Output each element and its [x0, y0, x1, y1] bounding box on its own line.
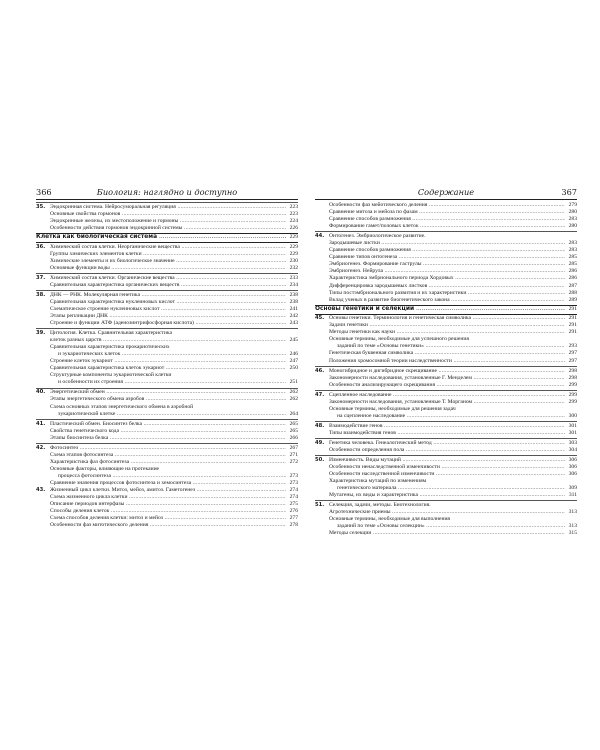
- entry-page-number: 262: [286, 396, 298, 403]
- entry-page-number: 285: [565, 261, 577, 268]
- entry-page-number: 297: [565, 350, 577, 357]
- entry-title: Фотосинтез .....: [50, 445, 286, 452]
- subentry: [315, 492, 577, 499]
- subentry: [315, 202, 577, 209]
- entry-title: Сравнительная характеристика прокариотических: [50, 344, 170, 351]
- chapter-entry: [36, 292, 298, 299]
- entry-page-number: 271: [286, 452, 298, 459]
- subentry: [36, 306, 298, 313]
- entry-page-number: 238: [286, 292, 298, 299]
- entry-title: Сравнительная характеристика органических веществ .....: [50, 282, 286, 289]
- subentry: [36, 473, 298, 480]
- entry-page-number: 265: [286, 421, 298, 428]
- section-title: Основы генетики и селекции .....: [315, 306, 565, 314]
- entry-page-number: 286: [565, 268, 577, 275]
- entry-page-number: 306: [565, 464, 577, 471]
- entry-title: Генетическая буквенная символика .....: [329, 350, 565, 357]
- entry-title: Особенности фаз митотического деления .....: [50, 522, 286, 529]
- entry-title: Мутагены, их виды и характеристика .....: [329, 492, 565, 499]
- chapter-number: 42.: [36, 444, 46, 451]
- subentry: [315, 516, 577, 523]
- subentry: [36, 459, 298, 466]
- entry-title: Характеристика эмбрионального периода Хордовых .....: [329, 275, 565, 282]
- chapter-entry: [315, 392, 577, 399]
- entry-title: и особенности их строения .....: [58, 379, 286, 386]
- entry-page-number: 224: [286, 218, 298, 225]
- chapter-number: 43.: [36, 486, 46, 493]
- entry-title: Закономерности наследования, установленные Г. Менделем .....: [329, 375, 565, 382]
- entry-title: Особенности определения пола .....: [329, 447, 565, 454]
- entry-page-number: 303: [565, 440, 577, 447]
- section-page-number: 291: [565, 306, 577, 314]
- subentry: [315, 464, 577, 471]
- subentry: [36, 501, 298, 508]
- chapter-number: 35.: [36, 203, 46, 210]
- subentry: [36, 320, 298, 327]
- entry-title: Эмбриогенез. Нейрула .....: [329, 268, 565, 275]
- entry-title: Цитология. Клетка. Сравнительная характеристика: [50, 330, 172, 337]
- subentry: [315, 254, 577, 261]
- subentry: [36, 344, 298, 351]
- entry-title: Закономерности наследования, установленные Т. Морганом .....: [329, 399, 565, 406]
- subentry: [36, 358, 298, 365]
- subentry: [315, 297, 577, 304]
- subentry: [315, 530, 577, 537]
- right-page: [315, 187, 577, 538]
- entry-page-number: 272: [286, 459, 298, 466]
- entry-page-number: 288: [565, 290, 577, 297]
- entry-page-number: 226: [286, 225, 298, 232]
- entry-title: заданий по теме «Основы генетики» .....: [337, 343, 565, 350]
- entry-page-number: 283: [565, 240, 577, 247]
- right-head-rule: [315, 199, 577, 200]
- entry-page-number: 297: [565, 358, 577, 365]
- entry-page-number: 262: [286, 389, 298, 396]
- entry-page-number: 291: [565, 322, 577, 329]
- entry-page-number: 315: [565, 530, 577, 537]
- entry-page-number: 287: [565, 283, 577, 290]
- entry-page-number: 267: [286, 445, 298, 452]
- subentry: [36, 313, 298, 320]
- entry-page-number: 299: [565, 399, 577, 406]
- entry-page-number: 277: [286, 515, 298, 522]
- subentry: [315, 336, 577, 343]
- subentry: [315, 430, 577, 437]
- entry-title: Химический состав клетки. Неорганические вещества .....: [50, 244, 286, 251]
- entry-page-number: 289: [565, 297, 577, 304]
- entry-title: Эндокринные железы, их местоположение и гормоны .....: [50, 218, 286, 225]
- entry-page-number: 298: [565, 368, 577, 375]
- entry-page-number: 311: [565, 492, 577, 499]
- subentry: [36, 337, 298, 344]
- chapter-entry: [36, 204, 298, 211]
- subentry: [315, 447, 577, 454]
- entry-page-number: 250: [286, 365, 298, 372]
- right-running-title: Содержание: [417, 187, 475, 197]
- subentry: [36, 225, 298, 232]
- chapter-entry: [315, 315, 577, 322]
- entry-page-number: 313: [565, 523, 577, 530]
- entry-page-number: 230: [286, 258, 298, 265]
- entry-title: Свойства генетического кода .....: [50, 428, 286, 435]
- chapter-number: 36.: [36, 243, 46, 250]
- entry-title: Характеристика мутаций по изменениям: [329, 478, 427, 485]
- chapter-number: 38.: [36, 291, 46, 298]
- entry-title: Вклад ученых в развитие биогенетического закона .....: [329, 297, 565, 304]
- subentry: [315, 240, 577, 247]
- entry-title: Изменчивость. Виды мутаций .....: [329, 457, 565, 464]
- subentry: [315, 268, 577, 275]
- entry-page-number: 298: [565, 375, 577, 382]
- chapter-entry: [315, 368, 577, 375]
- subentry: [315, 209, 577, 216]
- entry-title: Сравнение митоза и мейоза по фазам .....: [329, 209, 565, 216]
- chapter-entry: [315, 502, 577, 509]
- entry-title: Особенности фаз мейотического деления .....: [329, 202, 565, 209]
- entry-page-number: 283: [565, 216, 577, 223]
- entry-title: Особенности ненаследственной изменчивости .....: [329, 464, 565, 471]
- subentry: [315, 350, 577, 357]
- entry-page-number: 274: [286, 494, 298, 501]
- subentry: [36, 258, 298, 265]
- entry-title: Группы химических элементов клетки .....: [50, 251, 286, 258]
- entry-page-number: 274: [286, 487, 298, 494]
- subentry: [315, 322, 577, 329]
- chapter-entry: [315, 457, 577, 464]
- subentry: [36, 522, 298, 529]
- entry-title: Описание периодов интерфазы .....: [50, 501, 286, 508]
- entry-page-number: 229: [286, 244, 298, 251]
- entry-title: Методы селекции .....: [329, 530, 565, 537]
- subentry: [36, 396, 298, 403]
- subentry: [315, 261, 577, 268]
- chapter-number: 40.: [36, 389, 46, 396]
- subentry: [315, 509, 577, 516]
- entry-page-number: 232: [286, 265, 298, 272]
- chapter-entry: [36, 421, 298, 428]
- subentry: [36, 282, 298, 289]
- entry-title: Онтогенез. Эмбриологическое развитие.: [329, 233, 426, 240]
- entry-title: Основные термины, необходимые для решения задач: [329, 405, 456, 412]
- entry-page-number: 280: [565, 209, 577, 216]
- subentry: [36, 218, 298, 225]
- entry-page-number: 234: [286, 282, 298, 289]
- entry-page-number: 243: [286, 320, 298, 327]
- chapter-number: 44.: [315, 233, 325, 240]
- subentry: [36, 211, 298, 218]
- subentry: [315, 485, 577, 492]
- entry-page-number: 238: [286, 299, 298, 306]
- subentry: [36, 379, 298, 386]
- entry-page-number: 286: [565, 275, 577, 282]
- entry-title: Основные функции воды .....: [50, 265, 286, 272]
- chapter-entry: [36, 445, 298, 452]
- entry-title: заданий по теме «Основы селекции» .....: [337, 523, 565, 530]
- entry-page-number: 313: [565, 509, 577, 516]
- left-toc: [36, 202, 298, 529]
- entry-title: Энергетический обмен .....: [50, 389, 286, 396]
- entry-page-number: 266: [286, 435, 298, 442]
- entry-title: Структурные компоненты эукариотической клетки: [50, 372, 172, 379]
- subentry: [36, 251, 298, 258]
- entry-title: Способы деления клеток .....: [50, 508, 286, 515]
- entry-title: Этапы энергетического обмена аэробов .....: [50, 396, 286, 403]
- entry-title: Сравнение способов размножения .....: [329, 247, 565, 254]
- entry-title: Жизненный цикл клетки. Митоз, мейоз, амитоз. Гаметогенез .....: [50, 487, 286, 494]
- entry-page-number: 285: [565, 254, 577, 261]
- entry-page-number: 309: [565, 485, 577, 492]
- chapter-number: 37.: [36, 274, 46, 281]
- entry-title: Положения хромосомной теории наследственности .....: [329, 358, 565, 365]
- entry-title: Особенности действия гормонов эндокринной системы .....: [50, 225, 286, 232]
- subentry: [36, 515, 298, 522]
- subentry: [36, 508, 298, 515]
- entry-title: Схема этапов фотосинтеза .....: [50, 452, 286, 459]
- subentry: [315, 471, 577, 478]
- entry-page-number: 280: [565, 223, 577, 230]
- entry-page-number: 301: [565, 423, 577, 430]
- entry-title: Сравнение способов размножения .....: [329, 216, 565, 223]
- subentry: [36, 480, 298, 487]
- chapter-entry: [36, 244, 298, 251]
- entry-page-number: 247: [286, 358, 298, 365]
- entry-page-number: 279: [565, 202, 577, 209]
- chapter-number: 49.: [315, 439, 325, 446]
- entry-title: Типы взаимодействия генов .....: [329, 430, 565, 437]
- entry-title: Схема способов деления клетки: митоз и мейоз .....: [50, 515, 286, 522]
- chapter-number: 41.: [36, 420, 46, 427]
- subentry: [36, 452, 298, 459]
- subentry: [315, 290, 577, 297]
- entry-page-number: 241: [286, 306, 298, 313]
- entry-title: Сравнительная характеристика нуклеиновых кислот .....: [50, 299, 286, 306]
- subentry: [315, 223, 577, 230]
- subentry: [36, 351, 298, 358]
- entry-title: Схема жизненного цикла клетки .....: [50, 494, 286, 501]
- subentry: [36, 372, 298, 379]
- entry-title: Особенности анализирующего скрещивания .....: [329, 382, 565, 389]
- entry-title: генетического материала .....: [337, 485, 565, 492]
- entry-title: Пластический обмен. Биосинтез белка .....: [50, 421, 286, 428]
- subentry: [36, 435, 298, 442]
- left-running-title: Биология: наглядно и доступно: [96, 187, 238, 197]
- entry-title: Сравнительная характеристика клеток эукариот .....: [50, 365, 286, 372]
- entry-title: Химические элементы и их биологическое значение .....: [50, 258, 286, 265]
- chapter-entry: [315, 423, 577, 430]
- entry-title: на сцепленное наследование .....: [337, 413, 565, 420]
- subentry: [315, 406, 577, 413]
- entry-title: Основные термины, необходимые для выполнения: [329, 516, 451, 523]
- entry-title: Основные свойства гормонов .....: [50, 211, 286, 218]
- entry-title: Этапы репликации ДНК .....: [50, 313, 286, 320]
- right-running-head: [315, 187, 577, 198]
- entry-title: Химический состав клетки. Органические вещества .....: [50, 275, 286, 282]
- chapter-number: 46.: [315, 367, 325, 374]
- entry-page-number: 300: [565, 413, 577, 420]
- section-title: Клетка как биологическая система .....: [36, 234, 286, 242]
- entry-title: Схематическое строение нуклеиновых кислот .....: [50, 306, 286, 313]
- section-page-number: 229: [286, 234, 298, 242]
- entry-title: процесса фотосинтеза .....: [58, 473, 286, 480]
- entry-page-number: 223: [286, 211, 298, 218]
- entry-page-number: 301: [565, 430, 577, 437]
- subentry: [36, 404, 298, 411]
- entry-page-number: 306: [565, 471, 577, 478]
- entry-page-number: 223: [286, 204, 298, 211]
- entry-title: клеток разных царств .....: [50, 337, 286, 344]
- entry-page-number: 278: [286, 522, 298, 529]
- entry-title: Агротехнические приемы .....: [329, 509, 565, 516]
- entry-title: ДНК — РНК. Молекулярная генетика .....: [50, 292, 286, 299]
- entry-page-number: 283: [565, 247, 577, 254]
- entry-page-number: 229: [286, 251, 298, 258]
- entry-title: Этапы биосинтеза белка .....: [50, 435, 286, 442]
- chapter-entry: [36, 275, 298, 282]
- entry-title: и эукариотических клеток .....: [58, 351, 286, 358]
- entry-page-number: 264: [286, 411, 298, 418]
- entry-title: Основы генетики. Терминология и генетическая символика .....: [329, 315, 565, 322]
- subentry: [315, 399, 577, 406]
- entry-title: Строение и функции АТФ (аденозинтрифосфорная кислота) .....: [50, 320, 286, 327]
- entry-title: Зародышевые листки .....: [329, 240, 565, 247]
- entry-title: Моногибридное и дигибридное скрещивание .....: [329, 368, 565, 375]
- entry-title: Селекция, задачи, методы. Биотехнология.: [329, 502, 431, 509]
- entry-title: Генетика человека. Генеалогический метод .....: [329, 440, 565, 447]
- chapter-entry: [36, 487, 298, 494]
- entry-page-number: 245: [286, 337, 298, 344]
- entry-title: Характеристика фаз фотосинтеза .....: [50, 459, 286, 466]
- chapter-number: 45.: [315, 315, 325, 322]
- entry-title: Основные термины, необходимые для успешного решения: [329, 336, 469, 343]
- entry-title: эукариотической клетке .....: [58, 411, 286, 418]
- subentry: [36, 466, 298, 473]
- section-heading: [315, 305, 577, 315]
- chapter-entry: [315, 233, 577, 240]
- entry-title: Сравнение типов онтогенеза .....: [329, 254, 565, 261]
- subentry: [36, 428, 298, 435]
- entry-title: Особенности наследственной изменчивости .....: [329, 471, 565, 478]
- chapter-entry: [36, 330, 298, 337]
- subentry: [315, 523, 577, 530]
- entry-page-number: 299: [565, 382, 577, 389]
- entry-title: Дифференцировка зародышевых листков .....: [329, 283, 565, 290]
- subentry: [315, 413, 577, 420]
- subentry: [36, 494, 298, 501]
- entry-page-number: 273: [286, 473, 298, 480]
- entry-title: Схема основных этапов энергетического обмена в аэробной: [50, 403, 194, 410]
- entry-title: Основные факторы, влияющие на протекание: [50, 465, 160, 472]
- entry-page-number: 251: [286, 379, 298, 386]
- subentry: [36, 265, 298, 272]
- entry-page-number: 293: [565, 343, 577, 350]
- entry-title: Взаимодействие генов .....: [329, 423, 565, 430]
- chapter-number: 51.: [315, 502, 325, 509]
- chapter-entry: [36, 389, 298, 396]
- entry-page-number: 242: [286, 313, 298, 320]
- entry-title: Формирование гамет/половых клеток .....: [329, 223, 565, 230]
- entry-page-number: 276: [286, 508, 298, 515]
- left-page-number: 366: [36, 187, 52, 197]
- right-page-number: 367: [561, 187, 577, 197]
- chapter-number: 47.: [315, 391, 325, 398]
- entry-title: Сравнение значения процессов фотосинтеза и хемосинтеза .....: [50, 480, 286, 487]
- subentry: [36, 365, 298, 372]
- entry-title: Эндокринная система. Нейросуморальная регуляция .....: [50, 204, 286, 211]
- entry-page-number: 233: [286, 275, 298, 282]
- entry-title: Задачи генетики .....: [329, 322, 565, 329]
- entry-page-number: 265: [286, 428, 298, 435]
- subentry: [315, 329, 577, 336]
- left-head-rule: [36, 199, 298, 200]
- left-running-head: [36, 187, 298, 198]
- entry-title: Методы генетики как науки .....: [329, 329, 565, 336]
- subentry: [315, 375, 577, 382]
- entry-title: Сцепленное наследование .....: [329, 392, 565, 399]
- entry-page-number: 275: [286, 501, 298, 508]
- entry-page-number: 246: [286, 351, 298, 358]
- subentry: [315, 382, 577, 389]
- subentry: [315, 358, 577, 365]
- chapter-number: 48.: [315, 422, 325, 429]
- entry-title: Эмбриогенез. Формирование гаструлы .....: [329, 261, 565, 268]
- subentry: [36, 299, 298, 306]
- entry-page-number: 306: [565, 457, 577, 464]
- subentry: [315, 216, 577, 223]
- chapter-number: 50.: [315, 457, 325, 463]
- chapter-number: 39.: [36, 330, 46, 337]
- entry-page-number: 291: [565, 329, 577, 336]
- subentry: [315, 343, 577, 350]
- subentry: [36, 411, 298, 418]
- subentry: [315, 247, 577, 254]
- subentry: [315, 283, 577, 290]
- entry-page-number: 273: [286, 480, 298, 487]
- left-page: [36, 187, 298, 529]
- section-heading: [36, 233, 298, 243]
- entry-page-number: 304: [565, 447, 577, 454]
- entry-title: Типы постэмбрионального развития и их характеристики .....: [329, 290, 565, 297]
- entry-page-number: 299: [565, 392, 577, 399]
- entry-page-number: 291: [565, 315, 577, 322]
- entry-title: Строение клеток эукариот .....: [50, 358, 286, 365]
- right-toc: [315, 202, 577, 538]
- chapter-entry: [315, 440, 577, 447]
- subentry: [315, 275, 577, 282]
- subentry: [315, 478, 577, 485]
